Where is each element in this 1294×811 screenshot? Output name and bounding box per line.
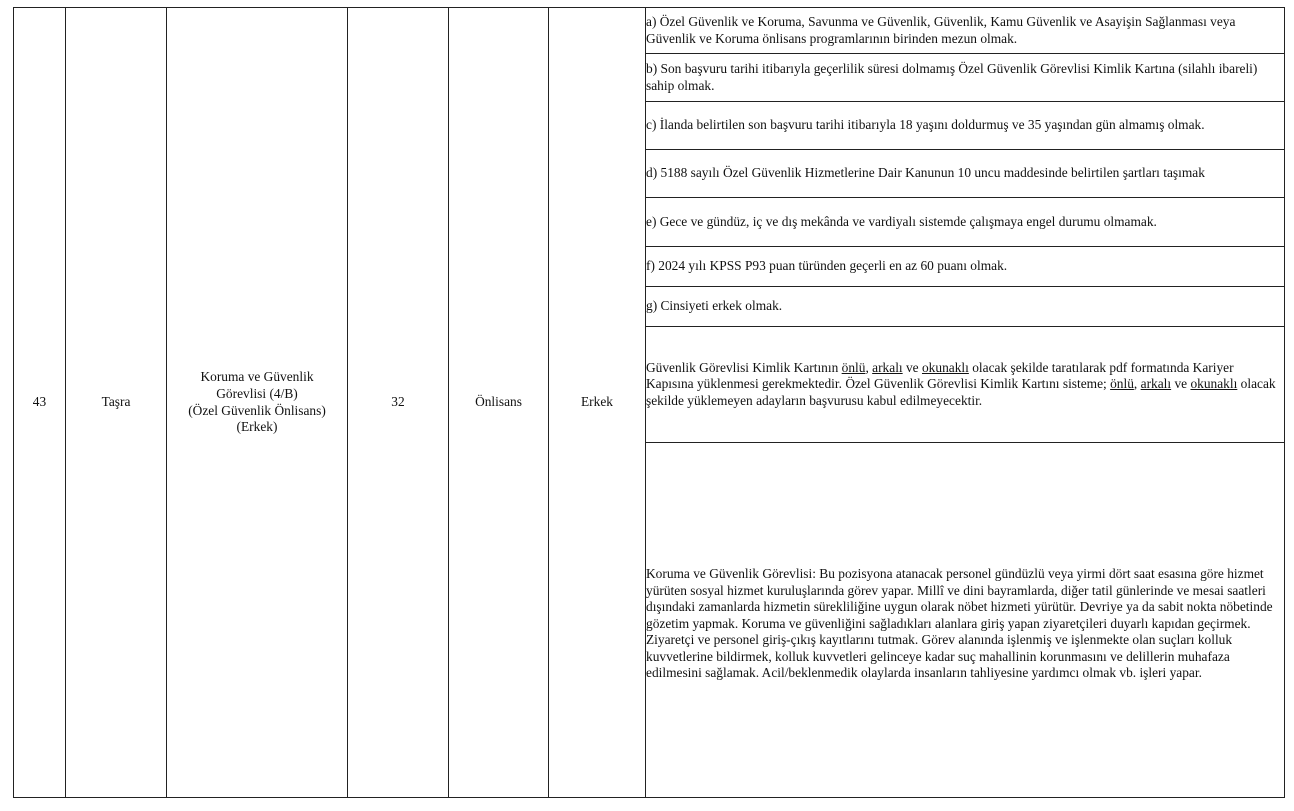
requirement-a: a) Özel Güvenlik ve Koruma, Savunma ve Güvenlik, Güvenlik, Kamu Güvenlik ve Asayişin Sağlanması veya Güvenlik ve Koruma önlisans programlarının birinden mezun olmak. [646,13,1236,46]
requirement-e-cell [646,198,1285,247]
requirement-d: d) 5188 sayılı Özel Güvenlik Hizmetlerine Dair Kanunun 10 uncu maddesinde belirtilen şartları taşımak [646,165,1205,181]
requirement-b-cell [646,54,1285,102]
position-line-3: (Özel Güvenlik Önlisans) [188,402,326,418]
position-cell [167,8,348,798]
row-number: 43 [32,394,47,410]
requirement-a-cell [646,8,1285,54]
position-line-4: (Erkek) [236,419,278,435]
requirement-b: b) Son başvuru tarihi itibarıyla geçerlilik süresi dolmamış Özel Güvenlik Görevlisi Kimlik Kartına (silahlı ibareli) sahip olmak. [646,60,1258,93]
education-cell [449,8,549,798]
location-cell [66,8,167,798]
position-line-2: Görevlisi (4/B) [216,385,298,401]
gender: Erkek [581,394,613,410]
gender-cell [549,8,646,798]
requirement-g: g) Cinsiyeti erkek olmak. [646,298,783,314]
position-count: 32 [391,394,405,410]
requirement-d-cell [646,150,1285,198]
job-description-cell [646,443,1285,798]
requirement-g-cell [646,287,1285,327]
job-listing-table [13,7,1285,798]
requirement-c-cell [646,102,1285,150]
requirement-e: e) Gece ve gündüz, iç ve dış mekânda ve vardiyalı sistemde çalışmaya engel durumu olmamak. [646,213,1157,229]
position-line-1: Koruma ve Güvenlik [200,369,314,385]
id-card-note-cell [646,327,1285,443]
job-description: Koruma ve Güvenlik Görevlisi: Bu pozisyona atanacak personel gündüzlü veya yirmi dört saat esasına göre hizmet yürüten sosyal hizmet kuruluşlarında görev yapar. Millî ve dini bayramlarda, diğer tatil günlerinde ve mesai saatleri dışındaki zamanlarda hizmetin sürekliliğine uygun olarak nöbet hizmeti yürütür. Devriye ya da sabit nokta nöbetinde gözetim yapmak. Koruma ve güvenliğini sağladıkları alanlara giriş yapan ziyaretçileri duyarlı kapıdan geçirmek. Ziyaretçi ve personel giriş-çıkış kayıtlarını tutmak. Görev alanında işlenmiş ve işlenmekte olan suçları kolluk kuvvetlerine bildirmek, kolluk kuvvetleri gelinceye kadar suç mahallinin korunmasını ve delillerin muhafaza edilmesini sağlamak. Acil/beklenmedik olaylarda insanların tahliyesine yardımcı olmak vb. işleri yapar. [646,565,1273,681]
id-card-note: Güvenlik Görevlisi Kimlik Kartının önlü, arkalı ve okunaklı olacak şekilde taratılarak pdf formatında Kariyer Kapısına yüklenmesi gerekmektedir. Özel Güvenlik Görevlisi Kimlik Kartını sisteme; önlü, arkalı ve okunaklı olacak şekilde yüklemeyen adayların başvurusu kabul edilmeyecektir. [646,359,1276,408]
requirement-c: c) İlanda belirtilen son başvuru tarihi itibarıyla 18 yaşını doldurmuş ve 35 yaşından gün almamış olmak. [646,117,1205,133]
requirement-f-cell [646,247,1285,287]
education-level: Önlisans [475,394,522,410]
count-cell [348,8,449,798]
location: Taşra [101,394,131,410]
requirement-f: f) 2024 yılı KPSS P93 puan türünden geçerli en az 60 puanı olmak. [646,258,1008,274]
row-number-cell [14,8,66,798]
